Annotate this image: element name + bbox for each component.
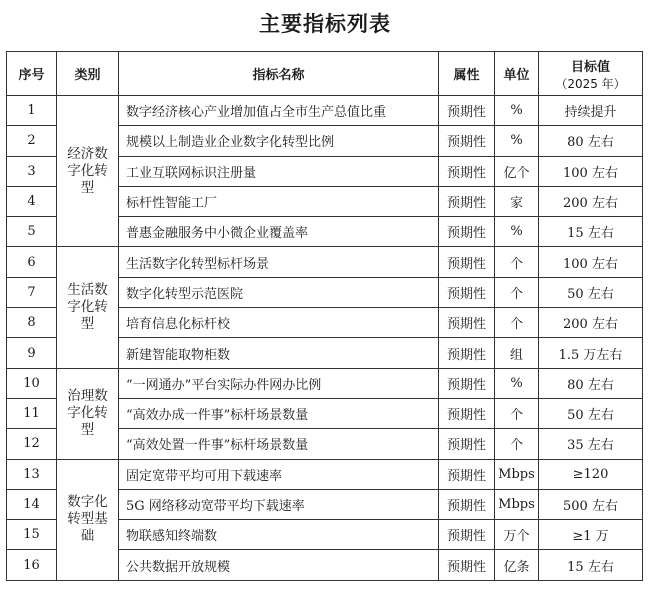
- row-attr: 预期性: [439, 217, 495, 247]
- row-unit: 个: [495, 398, 539, 428]
- row-attr: 预期性: [439, 368, 495, 398]
- header-category: 类别: [57, 52, 119, 96]
- row-unit: %: [495, 368, 539, 398]
- row-attr: 预期性: [439, 156, 495, 186]
- row-name: 生活数字化转型标杆场景: [119, 247, 439, 277]
- row-target: 80 左右: [539, 126, 643, 156]
- row-seq: 10: [7, 368, 57, 398]
- row-seq: 4: [7, 186, 57, 216]
- row-target: 50 左右: [539, 277, 643, 307]
- row-target: 80 左右: [539, 368, 643, 398]
- row-unit: 组: [495, 338, 539, 368]
- row-name: 普惠金融服务中小微企业覆盖率: [119, 217, 439, 247]
- row-attr: 预期性: [439, 459, 495, 489]
- row-seq: 7: [7, 277, 57, 307]
- row-attr: 预期性: [439, 277, 495, 307]
- row-unit: 个: [495, 308, 539, 338]
- row-seq: 1: [7, 96, 57, 126]
- table-row: [7, 368, 643, 398]
- row-seq: 13: [7, 459, 57, 489]
- category-label: 数字化转型基础: [67, 494, 108, 545]
- row-attr: 预期性: [439, 247, 495, 277]
- row-seq: 6: [7, 247, 57, 277]
- header-target-sub: （2025 年）: [555, 76, 626, 91]
- row-seq: 14: [7, 489, 57, 519]
- row-target: 15 左右: [539, 217, 643, 247]
- page-title: 主要指标列表: [259, 12, 391, 36]
- category-cell: [57, 368, 119, 459]
- table-row: [7, 459, 643, 489]
- row-seq: 8: [7, 308, 57, 338]
- row-unit: 个: [495, 277, 539, 307]
- row-seq: 3: [7, 156, 57, 186]
- row-attr: 预期性: [439, 429, 495, 459]
- row-target: 持续提升: [539, 96, 643, 126]
- header-seq: 序号: [7, 52, 57, 96]
- row-seq: 9: [7, 338, 57, 368]
- row-target: 200 左右: [539, 308, 643, 338]
- row-unit: Mbps: [495, 459, 539, 489]
- row-unit: %: [495, 126, 539, 156]
- row-name: “高效办成一件事”标杆场景数量: [119, 398, 439, 428]
- row-target: ≥1 万: [539, 520, 643, 550]
- row-unit: 亿条: [495, 550, 539, 580]
- header-attr: 属性: [439, 52, 495, 96]
- row-name: 新建智能取物柜数: [119, 338, 439, 368]
- row-name: 5G 网络移动宽带平均下载速率: [119, 489, 439, 519]
- row-seq: 15: [7, 520, 57, 550]
- row-name: 标杆性智能工厂: [119, 186, 439, 216]
- row-unit: 个: [495, 247, 539, 277]
- row-attr: 预期性: [439, 308, 495, 338]
- row-name: “高效处置一件事”标杆场景数量: [119, 429, 439, 459]
- row-seq: 5: [7, 217, 57, 247]
- row-target: 200 左右: [539, 186, 643, 216]
- row-name: 工业互联网标识注册量: [119, 156, 439, 186]
- row-seq: 2: [7, 126, 57, 156]
- category-cell: [57, 459, 119, 580]
- indicator-table: [6, 51, 643, 581]
- row-target: 35 左右: [539, 429, 643, 459]
- table-body: [7, 96, 643, 581]
- row-attr: 预期性: [439, 550, 495, 580]
- row-attr: 预期性: [439, 126, 495, 156]
- row-seq: 16: [7, 550, 57, 580]
- row-name: 公共数据开放规模: [119, 550, 439, 580]
- header-target: [539, 52, 643, 96]
- category-label: 生活数字化转型: [67, 282, 108, 333]
- table-row: [7, 96, 643, 126]
- row-unit: 亿个: [495, 156, 539, 186]
- row-unit: %: [495, 96, 539, 126]
- row-target: ≥120: [539, 459, 643, 489]
- row-target: 500 左右: [539, 489, 643, 519]
- row-attr: 预期性: [439, 96, 495, 126]
- row-unit: 个: [495, 429, 539, 459]
- row-name: 固定宽带平均可用下载速率: [119, 459, 439, 489]
- row-seq: 11: [7, 398, 57, 428]
- row-attr: 预期性: [439, 338, 495, 368]
- table-row: [7, 247, 643, 277]
- row-name: 数字化转型示范医院: [119, 277, 439, 307]
- row-attr: 预期性: [439, 398, 495, 428]
- header-target-label: 目标值: [570, 59, 610, 75]
- row-name: 数字经济核心产业增加值占全市生产总值比重: [119, 96, 439, 126]
- row-attr: 预期性: [439, 186, 495, 216]
- row-unit: 家: [495, 186, 539, 216]
- row-target: 1.5 万左右: [539, 338, 643, 368]
- row-target: 100 左右: [539, 247, 643, 277]
- row-name: 培育信息化标杆校: [119, 308, 439, 338]
- header-name: 指标名称: [119, 52, 439, 96]
- row-unit: 万个: [495, 520, 539, 550]
- row-unit: %: [495, 217, 539, 247]
- category-cell: [57, 247, 119, 368]
- row-name: “一网通办”平台实际办件网办比例: [119, 368, 439, 398]
- category-cell: [57, 96, 119, 247]
- row-name: 规模以上制造业企业数字化转型比例: [119, 126, 439, 156]
- category-label: 经济数字化转型: [67, 145, 108, 196]
- row-name: 物联感知终端数: [119, 520, 439, 550]
- row-seq: 12: [7, 429, 57, 459]
- header-unit: 单位: [495, 52, 539, 96]
- row-target: 50 左右: [539, 398, 643, 428]
- row-unit: Mbps: [495, 489, 539, 519]
- row-attr: 预期性: [439, 489, 495, 519]
- header-row: [7, 52, 643, 96]
- row-target: 100 左右: [539, 156, 643, 186]
- category-label: 治理数字化转型: [67, 388, 108, 439]
- row-attr: 预期性: [439, 520, 495, 550]
- row-target: 15 左右: [539, 550, 643, 580]
